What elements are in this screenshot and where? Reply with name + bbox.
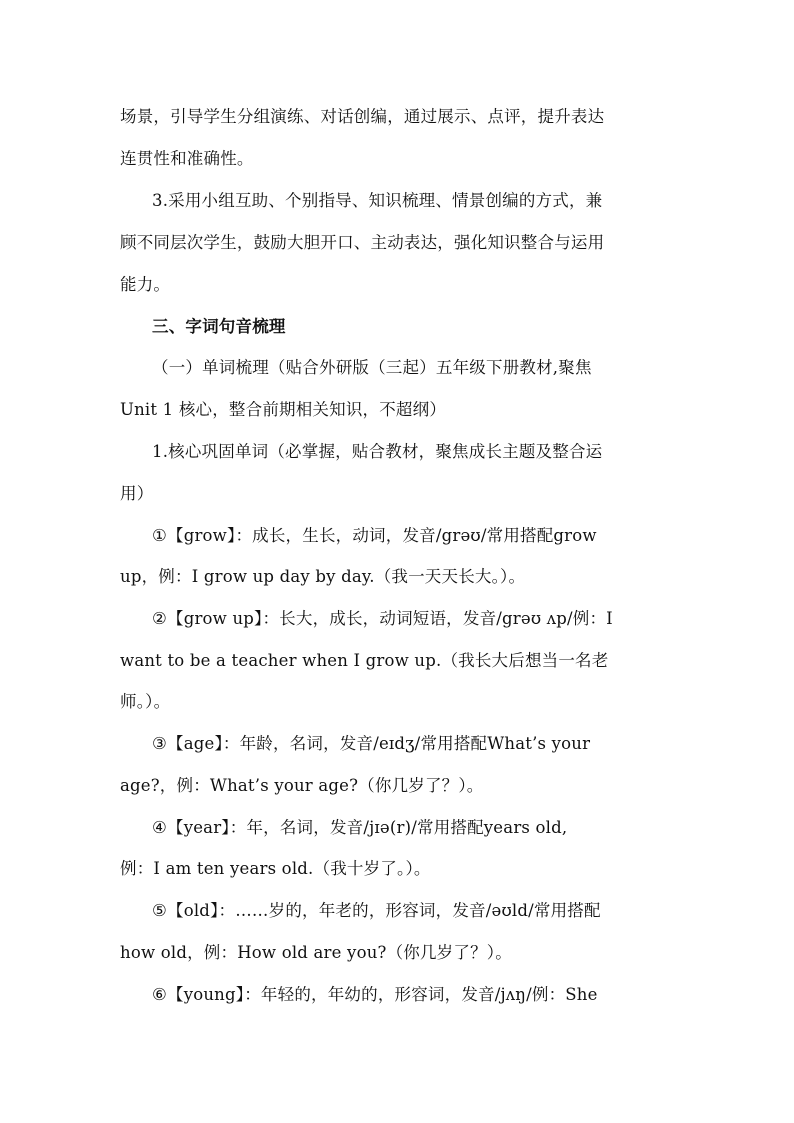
paragraph-line: want to be a teacher when I grow up.（我长大后想当一名老 <box>120 651 609 670</box>
paragraph-line: 3.采用小组互助、个别指导、知识梳理、情景创编的方式，兼 <box>152 191 603 210</box>
paragraph-line: how old，例：How old are you?（你几岁了？）。 <box>120 943 512 962</box>
vocab-entry-old: ⑤【old】：……岁的，年老的，形容词，发音/əʊld/常用搭配 <box>152 901 601 920</box>
paragraph-line: 师。）。 <box>120 692 171 711</box>
vocab-entry-year: ④【year】：年，名词，发音/jɪə(r)/常用搭配years old, <box>152 818 568 837</box>
subsection-heading: （一）单词梳理（贴合外研版（三起）五年级下册教材,聚焦 <box>152 358 592 377</box>
paragraph-line: 连贯性和准确性。 <box>120 149 254 168</box>
paragraph-line: 顾不同层次学生，鼓励大胆开口、主动表达，强化知识整合与运用 <box>120 233 605 252</box>
vocab-entry-grow-up: ②【grow up】：长大，成长，动词短语，发音/grəʊ ʌp/例：I <box>152 609 613 628</box>
paragraph-line: 用） <box>120 484 154 503</box>
paragraph-line: 例：I am ten years old.（我十岁了。）。 <box>120 859 431 878</box>
vocab-entry-age: ③【age】：年龄，名词，发音/eɪdʒ/常用搭配What’s your <box>152 734 591 753</box>
paragraph-line: 场景，引导学生分组演练、对话创编，通过展示、点评，提升表达 <box>120 107 605 126</box>
paragraph-line: up，例：I grow up day by day.（我一天天长大。）。 <box>120 567 526 586</box>
section-heading: 三、字词句音梳理 <box>152 317 286 336</box>
vocab-entry-grow: ①【grow】：成长，生长，动词，发音/grəʊ/常用搭配grow <box>152 526 597 545</box>
paragraph-line: 能力。 <box>120 275 171 294</box>
vocab-entry-young: ⑥【young】：年轻的，年幼的，形容词，发音/jʌŋ/例：She <box>152 985 598 1004</box>
paragraph-line: Unit 1 核心，整合前期相关知识，不超纲） <box>120 400 447 419</box>
paragraph-line: 1.核心巩固单词（必掌握，贴合教材，聚焦成长主题及整合运 <box>152 442 603 461</box>
paragraph-line: age?，例：What’s your age?（你几岁了？）。 <box>120 776 484 795</box>
